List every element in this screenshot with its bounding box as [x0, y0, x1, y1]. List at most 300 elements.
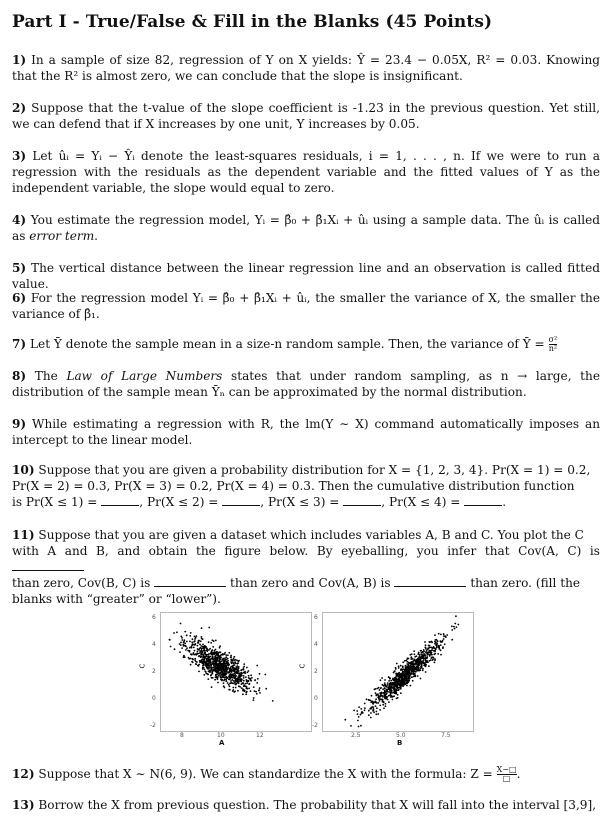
scatter-point [248, 688, 250, 690]
scatter-points-left [161, 613, 311, 731]
question-9 [12, 416, 600, 448]
scatter-point [364, 703, 366, 705]
question-4 [12, 212, 600, 244]
scatter-point [384, 682, 386, 684]
scatter-point [196, 653, 198, 655]
scatter-point [259, 692, 261, 694]
scatter-point [397, 674, 399, 676]
scatter-point [382, 704, 384, 706]
scatter-point [425, 651, 427, 653]
scatter-point [208, 641, 210, 643]
scatter-point [405, 670, 407, 672]
scatter-point [217, 667, 219, 669]
scatter-point [229, 679, 231, 681]
scatter-point [210, 668, 212, 670]
scatter-point [353, 710, 355, 712]
scatter-point [381, 699, 383, 701]
question-number: 10) [12, 463, 35, 477]
scatter-point [220, 671, 222, 673]
scatter-point [442, 640, 444, 642]
question-11 [12, 527, 600, 607]
scatter-point [402, 661, 404, 663]
cov-bc-blank[interactable] [154, 576, 226, 587]
scatter-point [425, 648, 427, 650]
fraction-denominator: □ [502, 774, 511, 783]
scatter-point [379, 705, 381, 707]
scatter-point [181, 639, 183, 641]
scatter-point [395, 668, 397, 670]
scatter-point [397, 694, 399, 696]
scatter-point [405, 665, 407, 667]
question-10 [12, 462, 600, 510]
scatter-point [212, 639, 214, 641]
scatter-point [433, 654, 435, 656]
scatter-point [443, 633, 445, 635]
scatter-point [230, 655, 232, 657]
scatter-point [375, 701, 377, 703]
scatter-point [243, 669, 245, 671]
question-text-line1: Suppose that you are given a probability distribution for X = {1, 2, 3, 4}. Pr(X = 1) = 0.2, [38, 463, 591, 477]
scatter-point [407, 668, 409, 670]
scatter-point [237, 665, 239, 667]
scatter-point [206, 656, 208, 658]
scatter-point [211, 649, 213, 651]
scatter-point [214, 650, 216, 652]
question-number: 6) [12, 291, 27, 305]
scatter-point [235, 680, 237, 682]
variance-fraction [549, 336, 558, 353]
scatter-point [416, 667, 418, 669]
scatter-point [418, 652, 420, 654]
scatter-point [454, 623, 456, 625]
scatter-point [416, 670, 418, 672]
scatter-point [451, 639, 453, 641]
scatter-point [421, 664, 423, 666]
scatter-point [230, 682, 232, 684]
scatter-point [442, 646, 444, 648]
scatter-point [409, 654, 411, 656]
question-5 [12, 260, 600, 292]
question-text-line3b: than zero and Cov(A, B) is [230, 576, 391, 590]
scatter-point [436, 646, 438, 648]
scatter-point [184, 642, 186, 644]
scatter-point [189, 641, 191, 643]
fraction-numerator: σ² [548, 335, 558, 344]
scatter-point [216, 651, 218, 653]
scatter-point [438, 633, 440, 635]
scatter-point [222, 674, 224, 676]
scatter-point [207, 667, 209, 669]
scatter-point [211, 651, 213, 653]
scatter-point [382, 696, 384, 698]
scatter-point [344, 719, 346, 721]
scatter-point [201, 636, 203, 638]
scatter-point [405, 673, 407, 675]
scatter-point [393, 695, 395, 697]
scatter-point [401, 682, 403, 684]
scatter-point [243, 677, 245, 679]
scatter-point [375, 705, 377, 707]
scatter-point [396, 698, 398, 700]
question-number: 9) [12, 417, 27, 431]
scatter-point [226, 661, 228, 663]
answer-blank-2[interactable] [222, 495, 260, 506]
scatter-point [420, 650, 422, 652]
scatter-point [423, 662, 425, 664]
scatter-point [250, 690, 252, 692]
scatter-point [222, 672, 224, 674]
scatter-point [174, 648, 176, 650]
x-tick: 7.5 [441, 732, 451, 739]
scatter-point [402, 672, 404, 674]
scatter-point [360, 725, 362, 727]
scatter-point [373, 711, 375, 713]
scatter-point [422, 654, 424, 656]
scatter-point [425, 671, 427, 673]
emphasis-text: Law of Large Numbers [66, 369, 223, 383]
scatter-point [392, 699, 394, 701]
scatter-point [256, 682, 258, 684]
question-8 [12, 368, 600, 400]
scatter-point [198, 649, 200, 651]
scatter-point [397, 678, 399, 680]
scatter-point [434, 651, 436, 653]
scatter-point [242, 693, 244, 695]
scatter-point [227, 658, 229, 660]
scatter-point [400, 668, 402, 670]
scatter-point [235, 672, 237, 674]
cov-ac-blank[interactable] [12, 560, 84, 571]
fraction-denominator: n² [548, 344, 558, 353]
scatter-point [387, 682, 389, 684]
answer-blank-4[interactable] [464, 495, 502, 506]
scatter-point [379, 700, 381, 702]
scatter-point [209, 661, 211, 663]
scatter-point [412, 658, 414, 660]
scatter-point [201, 649, 203, 651]
scatter-point [228, 664, 230, 666]
scatter-point [211, 654, 213, 656]
scatter-point [237, 668, 239, 670]
scatter-point [255, 691, 257, 693]
scatter-point [382, 688, 384, 690]
scatter-point [209, 653, 211, 655]
plot-area-left [160, 612, 312, 732]
scatter-point [454, 628, 456, 630]
scatter-point [440, 640, 442, 642]
scatter-point [213, 658, 215, 660]
scatter-point [237, 679, 239, 681]
scatter-point [437, 653, 439, 655]
scatter-point [392, 678, 394, 680]
scatter-point [206, 650, 208, 652]
scatter-point [378, 698, 380, 700]
scatter-point [189, 647, 191, 649]
scatter-point [194, 659, 196, 661]
y-tick: 6 [314, 614, 318, 621]
scatter-point [358, 726, 360, 728]
scatter-point [409, 673, 411, 675]
scatter-point [360, 714, 362, 716]
cdf-part-3: , Pr(X ≤ 3) = [260, 495, 340, 509]
scatter-point [378, 702, 380, 704]
scatter-point [398, 667, 400, 669]
question-text: In a sample of size 82, regression of Y on X yields: Ŷ = 23.4 − 0.05X, R² = 0.03. Knowing that the R² is almost zero, we can conclude that the slope is insignificant. [12, 53, 600, 83]
scatter-point [443, 638, 445, 640]
scatter-point [211, 686, 213, 688]
question-number: 3) [12, 149, 27, 163]
scatter-point [204, 658, 206, 660]
question-number: 1) [12, 53, 27, 67]
scatter-point [219, 651, 221, 653]
scatter-point [210, 666, 212, 668]
scatter-point [427, 654, 429, 656]
scatter-point [214, 656, 216, 658]
scatter-point [422, 668, 424, 670]
scatter-point [390, 693, 392, 695]
scatter-point [371, 695, 373, 697]
scatter-point [180, 644, 182, 646]
scatter-point [242, 682, 244, 684]
scatter-point [192, 638, 194, 640]
cov-ab-blank[interactable] [394, 576, 466, 587]
scatter-point [221, 658, 223, 660]
scatter-point [176, 631, 178, 633]
scatter-point [385, 705, 387, 707]
scatter-point [393, 685, 395, 687]
scatter-point [189, 635, 191, 637]
question-7 [12, 336, 600, 353]
scatter-point [230, 666, 232, 668]
question-text: For the regression model Yᵢ = β̂₀ + β̂₁Xᵢ + ûᵢ, the smaller the variance of X, the smaller the variance of β̂₁. [12, 291, 600, 321]
scatter-point [214, 668, 216, 670]
scatter-point [253, 686, 255, 688]
scatter-point [440, 654, 442, 656]
scatter-point [411, 666, 413, 668]
scatter-point [380, 694, 382, 696]
scatter-point [412, 662, 414, 664]
scatter-point [241, 675, 243, 677]
scatter-point [417, 665, 419, 667]
scatter-point [203, 674, 205, 676]
scatter-point [216, 672, 218, 674]
answer-blank-3[interactable] [343, 495, 381, 506]
scatter-point [232, 659, 234, 661]
scatter-point [212, 646, 214, 648]
scatter-point [251, 677, 253, 679]
scatter-point [238, 670, 240, 672]
scatter-point [402, 679, 404, 681]
question-text-line1: Suppose that you are given a dataset which includes variables A, B and C. You plot the C [38, 528, 584, 542]
scatter-point [231, 676, 233, 678]
scatter-point [204, 671, 206, 673]
scatter-point [185, 649, 187, 651]
scatter-point [249, 683, 251, 685]
scatter-point [208, 627, 210, 629]
scatter-point [384, 684, 386, 686]
scatter-point [223, 680, 225, 682]
scatter-point [224, 652, 226, 654]
scatter-point [408, 663, 410, 665]
scatter-point [422, 657, 424, 659]
scatter-point [199, 644, 201, 646]
scatter-point [434, 634, 436, 636]
scatter-point [246, 667, 248, 669]
scatter-point [219, 665, 221, 667]
scatter-point [233, 662, 235, 664]
question-3 [12, 148, 600, 196]
scatter-point [170, 646, 172, 648]
scatter-point [184, 631, 186, 633]
scatter-point [410, 685, 412, 687]
scatter-point [194, 644, 196, 646]
scatter-point [455, 615, 457, 617]
scatter-point [429, 645, 431, 647]
scatter-point [189, 651, 191, 653]
question-13 [12, 797, 600, 813]
question-text-line2: with A and B, and obtain the figure below. By eyeballing, you infer that Cov(A, C) is [12, 544, 600, 558]
scatter-point [206, 663, 208, 665]
scatter-point [375, 688, 377, 690]
scatter-point [197, 650, 199, 652]
scatter-point [423, 665, 425, 667]
scatter-point [426, 656, 428, 658]
scatter-point [238, 685, 240, 687]
scatter-point [226, 677, 228, 679]
scatter-point [215, 640, 217, 642]
scatter-point [193, 654, 195, 656]
scatter-point [372, 701, 374, 703]
scatter-point [417, 675, 419, 677]
scatter-point [224, 666, 226, 668]
scatter-point [414, 659, 416, 661]
scatter-point [386, 689, 388, 691]
scatter-point [223, 670, 225, 672]
scatter-point [195, 663, 197, 665]
scatter-point [368, 710, 370, 712]
scatter-point [428, 665, 430, 667]
scatter-point [232, 687, 234, 689]
scatter-point [415, 664, 417, 666]
scatter-point [200, 647, 202, 649]
scatter-point [194, 638, 196, 640]
scatter-point [229, 677, 231, 679]
scatter-point [406, 658, 408, 660]
scatter-point [431, 647, 433, 649]
scatter-point [379, 709, 381, 711]
cdf-part-4: , Pr(X ≤ 4) = [381, 495, 461, 509]
scatter-point [191, 658, 193, 660]
scatter-point [368, 714, 370, 716]
x-tick: 8 [180, 732, 184, 739]
scatter-point [364, 709, 366, 711]
scatter-point [417, 658, 419, 660]
scatter-point [400, 665, 402, 667]
scatter-point [390, 692, 392, 694]
scatter-point [368, 699, 370, 701]
scatter-point [404, 676, 406, 678]
scatter-point [201, 651, 203, 653]
scatter-point [422, 670, 424, 672]
question-2 [12, 100, 600, 132]
scatter-point [412, 664, 414, 666]
scatter-point [388, 680, 390, 682]
question-text: Suppose that the t-value of the slope coefficient is -1.23 in the previous question. Yet still, we can defend that if X increases by one unit, Y increases by 0.05. [12, 101, 600, 131]
question-text: Let ûᵢ = Yᵢ − Ŷᵢ denote the least-squares residuals, i = 1, . . . , n. If we were to run a regression with the residuals as the dependent variable and the fitted values of Y as the independent variable, the slope would equal to zero. [12, 149, 600, 195]
scatter-point [243, 675, 245, 677]
y-axis-label: C [138, 663, 147, 669]
scatter-point [396, 685, 398, 687]
scatter-point [395, 693, 397, 695]
scatter-point [206, 648, 208, 650]
scatter-point [184, 639, 186, 641]
scatter-point [234, 691, 236, 693]
scatter-point [209, 648, 211, 650]
scatter-point [186, 647, 188, 649]
question-text: Borrow the X from previous question. The probability that X will fall into the interval [3,9], [38, 798, 597, 812]
scatter-point [191, 661, 193, 663]
scatter-point [408, 675, 410, 677]
scatter-point [237, 690, 239, 692]
scatter-point [230, 680, 232, 682]
scatter-point [411, 663, 413, 665]
scatter-point [440, 649, 442, 651]
scatter-point [218, 675, 220, 677]
scatter-point [400, 692, 402, 694]
scatter-point [215, 676, 217, 678]
scatter-point [375, 713, 377, 715]
scatter-point [203, 664, 205, 666]
scatter-point [406, 685, 408, 687]
scatter-point [238, 681, 240, 683]
scatter-point [207, 673, 209, 675]
scatter-point [386, 696, 388, 698]
scatter-point [210, 675, 212, 677]
scatter-point [259, 687, 261, 689]
scatter-point [191, 644, 193, 646]
scatter-point [380, 679, 382, 681]
scatter-point [205, 646, 207, 648]
scatter-point [430, 659, 432, 661]
scatter-point [219, 645, 221, 647]
scatter-point [207, 678, 209, 680]
scatter-point [235, 662, 237, 664]
scatter-point [173, 632, 175, 634]
scatter-point [214, 670, 216, 672]
scatter-point [389, 677, 391, 679]
scatter-point [389, 686, 391, 688]
scatter-point [364, 707, 366, 709]
scatter-point [244, 689, 246, 691]
scatter-point [381, 677, 383, 679]
x-axis-label: A [219, 739, 225, 747]
scatter-point [180, 642, 182, 644]
scatter-point [217, 653, 219, 655]
scatter-point [389, 688, 391, 690]
scatter-point [213, 660, 215, 662]
scatter-point [379, 689, 381, 691]
scatter-point [224, 660, 226, 662]
scatter-point [358, 716, 360, 718]
scatter-point [236, 683, 238, 685]
scatter-point [242, 688, 244, 690]
scatter-point [234, 669, 236, 671]
scatter-point [197, 641, 199, 643]
answer-blank-1[interactable] [101, 495, 139, 506]
scatter-point [420, 660, 422, 662]
y-axis-label: C [298, 663, 307, 669]
scatter-point [386, 686, 388, 688]
